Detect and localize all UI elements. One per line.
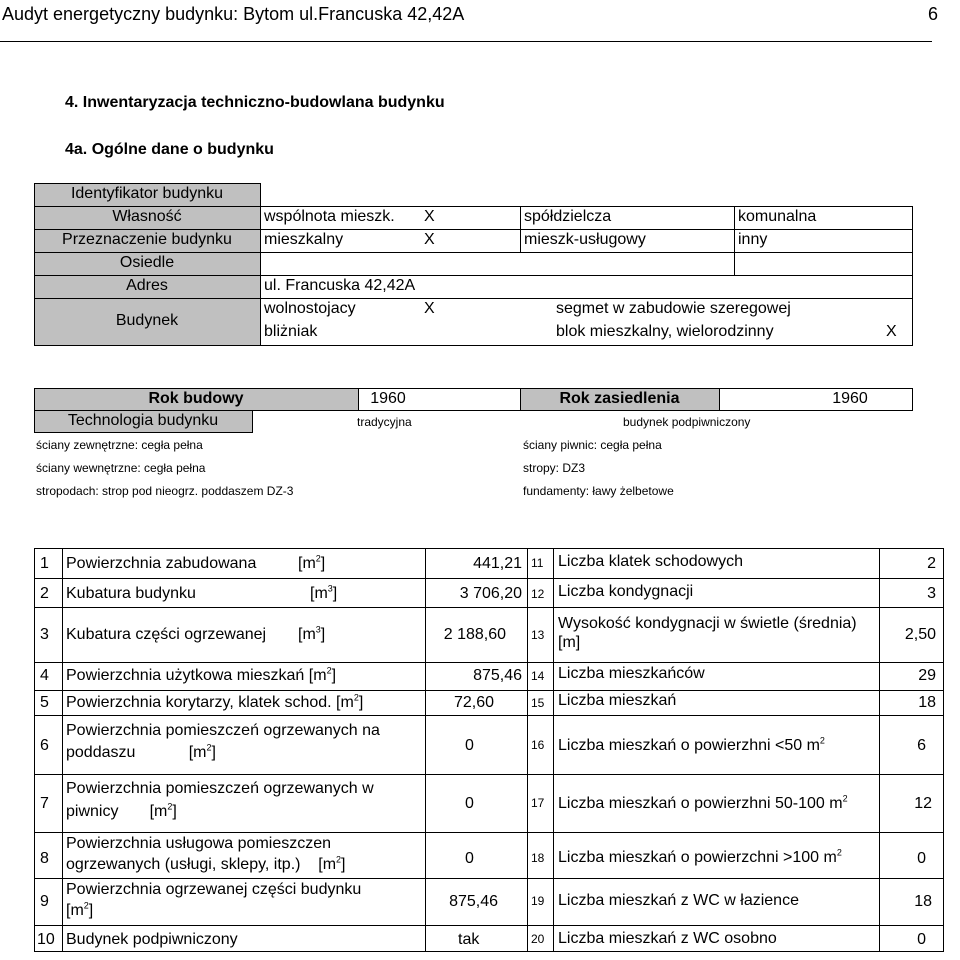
param-unit: $[m^2]$ bbox=[66, 900, 94, 919]
rok-zasiedlenia-value: 1960 bbox=[832, 390, 868, 407]
param-label: Powierzchnia pomieszczeń ogrzewanych na bbox=[66, 722, 380, 739]
param-value: tak bbox=[458, 931, 480, 948]
param-unit: $[m^2]$ bbox=[298, 553, 326, 572]
param-label-2: [m] bbox=[558, 634, 581, 651]
param-number: 3 bbox=[40, 626, 49, 643]
param-value: 875,46 bbox=[449, 893, 498, 910]
param-label: Powierzchnia użytkowa mieszkań $[m^2]$ bbox=[66, 665, 337, 684]
param-number: 18 bbox=[531, 851, 545, 865]
budynek-label: Budynek bbox=[115, 312, 179, 329]
param-value: 0 bbox=[465, 795, 474, 812]
param-label: Kubatura budynku bbox=[66, 585, 196, 602]
osiedle-label: Osiedle bbox=[119, 254, 175, 271]
param-value: 18 bbox=[914, 893, 932, 910]
budynek-option-szeregowa: segmet w zabudowie szeregowej bbox=[556, 300, 791, 317]
param-value: 0 bbox=[917, 931, 926, 948]
param-number: 13 bbox=[531, 628, 545, 642]
param-value: 0 bbox=[465, 850, 474, 867]
sciany-zewnetrzne: ściany zewnętrzne: cegła pełna bbox=[36, 438, 203, 452]
param-label-2: piwnicy $[m^2]$ bbox=[66, 801, 177, 820]
param-label: Kubatura części ogrzewanej bbox=[66, 626, 267, 643]
param-value: 875,46 bbox=[473, 667, 522, 684]
param-label: Powierzchnia usługowa pomieszczen bbox=[66, 835, 332, 852]
wlasnosc-mark: X bbox=[424, 208, 435, 225]
param-label: Powierzchnia korytarzy, klatek schod. $[m^2]$ bbox=[66, 692, 364, 711]
param-label: Liczba kondygnacji bbox=[558, 583, 694, 600]
param-label: Liczba mieszkań bbox=[558, 692, 677, 709]
param-number: 15 bbox=[531, 696, 545, 710]
param-label: Wysokość kondygnacji w świetle (średnia) bbox=[558, 615, 857, 632]
rok-budowy-label: Rok budowy bbox=[148, 390, 244, 407]
param-value: 0 bbox=[917, 850, 926, 867]
wlasnosc-option-komunalna: komunalna bbox=[738, 208, 817, 225]
document-header-title: Audyt energetyczny budynku: Bytom ul.Francuska 42,42A bbox=[2, 4, 465, 24]
przeznaczenie-label: Przeznaczenie budynku bbox=[62, 231, 232, 248]
param-number: 17 bbox=[531, 796, 545, 810]
param-label: Liczba klatek schodowych bbox=[558, 553, 743, 570]
wlasnosc-option-spoldzielcza: spółdzielcza bbox=[524, 208, 612, 225]
subsection-title: 4a. Ogólne dane o budynku bbox=[65, 141, 274, 158]
param-value: 72,60 bbox=[453, 694, 494, 711]
param-unit: $[m^3]$ bbox=[298, 624, 326, 643]
adres-label: Adres bbox=[126, 277, 168, 294]
param-label: Liczba mieszkań o powierzchni >100 $m^2$ bbox=[558, 847, 842, 866]
param-number: 9 bbox=[40, 893, 49, 910]
param-value: 441,21 bbox=[473, 555, 522, 572]
param-number: 10 bbox=[37, 931, 55, 948]
fundamenty: fundamenty: ławy żelbetowe bbox=[523, 484, 674, 498]
technologia-value: tradycyjna bbox=[357, 415, 412, 429]
param-label: Liczba mieszkań o powierzhni <50 $m^2$ bbox=[558, 735, 825, 754]
budynek-option-wolnostojacy: wolnostojacy bbox=[264, 300, 356, 317]
param-number: 16 bbox=[531, 738, 545, 752]
sciany-piwnic: ściany piwnic: cegła pełna bbox=[523, 438, 662, 452]
rok-budowy-value: 1960 bbox=[370, 390, 406, 407]
param-number: 6 bbox=[40, 737, 49, 754]
param-value: 2 bbox=[927, 555, 936, 572]
param-value: 2,50 bbox=[904, 626, 936, 643]
przeznaczenie-option-uslugowy: mieszk-usługowy bbox=[524, 231, 646, 248]
wlasnosc-option-wspolnota: wspólnota mieszk. bbox=[264, 208, 395, 225]
param-number: 1 bbox=[40, 555, 49, 572]
param-number: 4 bbox=[40, 667, 49, 684]
param-value: 2 188,60 bbox=[443, 626, 506, 643]
param-label: Budynek podpiwniczony bbox=[66, 931, 238, 948]
rok-zasiedlenia-label: Rok zasiedlenia bbox=[559, 390, 680, 407]
param-label: Powierzchnia zabudowana bbox=[66, 555, 257, 572]
param-value: 3 bbox=[927, 585, 936, 602]
param-label: Liczba mieszkań o powierzhni 50-100 $m^2$ bbox=[558, 793, 848, 812]
param-number: 14 bbox=[531, 669, 545, 683]
param-label-2: ogrzewanych (usługi, sklepy, itp.) $[m^2]$ bbox=[66, 854, 346, 873]
param-number: 12 bbox=[531, 587, 545, 601]
param-value: 12 bbox=[914, 795, 932, 812]
param-value: 3 706,20 bbox=[459, 585, 522, 602]
przeznaczenie-option-inny: inny bbox=[738, 231, 768, 248]
param-number: 5 bbox=[40, 694, 49, 711]
param-label: Liczba mieszkań z WC w łazience bbox=[558, 892, 799, 909]
technologia-label: Technologia budynku bbox=[67, 412, 219, 429]
param-unit: $[m^3]$ bbox=[310, 583, 338, 602]
header-rule bbox=[0, 41, 932, 42]
param-label: Powierzchnia pomieszczeń ogrzewanych w bbox=[66, 780, 374, 797]
param-label: Liczba mieszkańców bbox=[558, 665, 705, 682]
podpiwniczony-note: budynek podpiwniczony bbox=[623, 415, 751, 429]
budynek-option-blok: blok mieszkalny, wielorodzinny bbox=[556, 323, 774, 340]
param-number: 11 bbox=[531, 556, 544, 570]
przeznaczenie-mark: X bbox=[424, 231, 435, 248]
param-label: Powierzchnia ogrzewanej części budynku bbox=[66, 881, 362, 898]
stropy: stropy: DZ3 bbox=[523, 461, 586, 475]
wlasnosc-label: Własność bbox=[112, 208, 182, 225]
param-value: 0 bbox=[465, 737, 474, 754]
param-value: 29 bbox=[918, 667, 936, 684]
param-number: 2 bbox=[40, 585, 49, 602]
param-number: 7 bbox=[40, 795, 49, 812]
adres-value: ul. Francuska 42,42A bbox=[264, 277, 416, 294]
param-value: 18 bbox=[918, 694, 936, 711]
param-label-2: poddaszu $[m^2]$ bbox=[66, 742, 216, 761]
param-value: 6 bbox=[917, 737, 926, 754]
stropodach: stropodach: strop pod nieogrz. poddaszem DZ-3 bbox=[36, 484, 294, 498]
budynek-mark-wolnostojacy: X bbox=[424, 300, 435, 317]
sciany-wewnetrzne: ściany wewnętrzne: cegła pełna bbox=[36, 461, 206, 475]
budynek-mark-blok: X bbox=[886, 323, 897, 340]
param-label: Liczba mieszkań z WC osobno bbox=[558, 930, 777, 947]
section-title: 4. Inwentaryzacja techniczno-budowlana budynku bbox=[65, 94, 445, 111]
page-number: 6 bbox=[928, 4, 939, 24]
param-number: 8 bbox=[40, 850, 49, 867]
id-table-title: Identyfikator budynku bbox=[70, 185, 224, 202]
przeznaczenie-option-mieszkalny: mieszkalny bbox=[264, 231, 344, 248]
param-number: 20 bbox=[531, 932, 545, 946]
budynek-option-blizniak: bliżniak bbox=[264, 323, 318, 340]
param-number: 19 bbox=[531, 894, 545, 908]
